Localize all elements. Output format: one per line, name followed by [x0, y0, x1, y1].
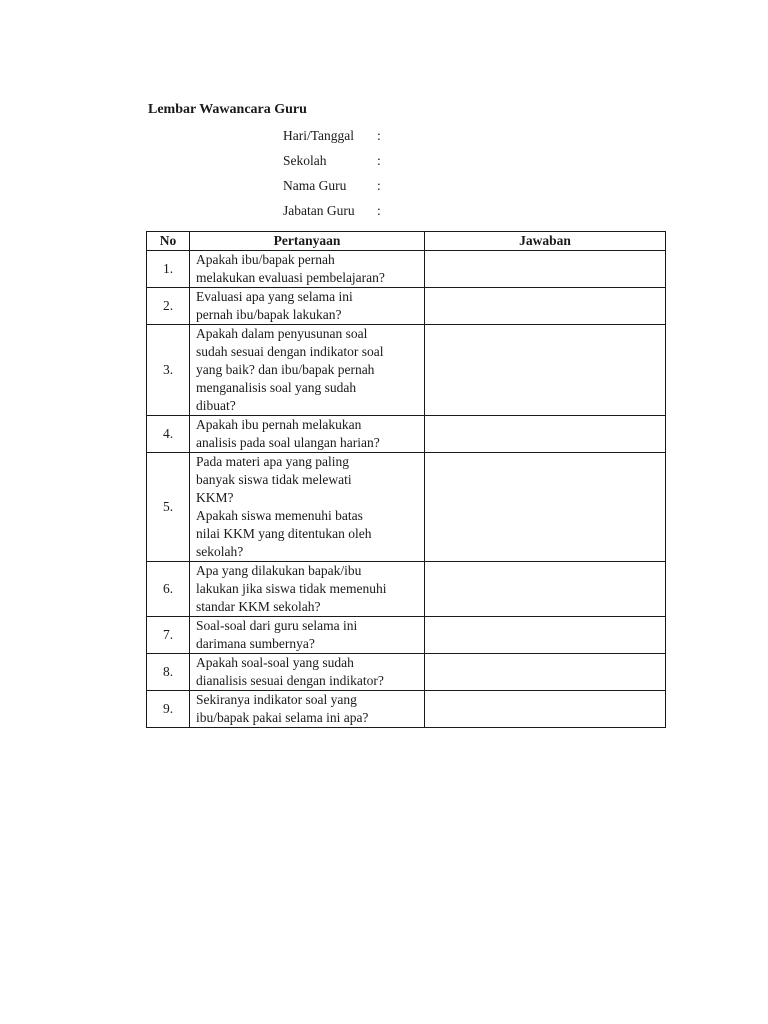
- question-line: Sekiranya indikator soal yang: [196, 692, 357, 707]
- field-colon: :: [377, 128, 381, 143]
- field-colon: :: [377, 203, 381, 218]
- question-line: Apakah ibu pernah melakukan: [196, 417, 362, 432]
- field-label: Hari/Tanggal: [283, 128, 355, 143]
- row-number: 3.: [147, 325, 190, 416]
- table-row: [147, 416, 666, 453]
- field-hari-tanggal: [283, 128, 387, 153]
- field-sekolah: [283, 153, 387, 178]
- header-question: Pertanyaan: [190, 232, 425, 251]
- answer-cell[interactable]: [425, 562, 666, 617]
- field-colon: :: [377, 178, 381, 193]
- question-line: melakukan evaluasi pembelajaran?: [196, 270, 385, 285]
- answer-cell[interactable]: [425, 453, 666, 562]
- question-line: lakukan jika siswa tidak memenuhi: [196, 581, 387, 596]
- field-label: Nama Guru: [283, 178, 347, 193]
- question-line: yang baik? dan ibu/bapak pernah: [196, 362, 375, 377]
- table-row: [147, 288, 666, 325]
- row-number: 7.: [147, 617, 190, 654]
- row-number: 5.: [147, 453, 190, 562]
- question-line: ibu/bapak pakai selama ini apa?: [196, 710, 369, 725]
- table-row: [147, 251, 666, 288]
- question-cell: [190, 251, 425, 288]
- question-line: dibuat?: [196, 398, 236, 413]
- table-header-row: [147, 232, 666, 251]
- answer-cell[interactable]: [425, 325, 666, 416]
- field-colon: :: [377, 153, 381, 168]
- field-label: Jabatan Guru: [283, 203, 355, 218]
- question-cell: [190, 288, 425, 325]
- question-line: Apakah dalam penyusunan soal: [196, 326, 368, 341]
- question-cell: [190, 453, 425, 562]
- question-cell: [190, 325, 425, 416]
- row-number: 4.: [147, 416, 190, 453]
- question-line: darimana sumbernya?: [196, 636, 315, 651]
- row-number: 2.: [147, 288, 190, 325]
- field-nama-guru: [283, 178, 387, 203]
- document-title: Lembar Wawancara Guru: [148, 102, 307, 117]
- question-cell: [190, 691, 425, 728]
- question-cell: [190, 416, 425, 453]
- table-row: [147, 617, 666, 654]
- table-row: [147, 691, 666, 728]
- question-table: [146, 231, 666, 728]
- question-cell: [190, 617, 425, 654]
- row-number: 8.: [147, 654, 190, 691]
- question-line: sudah sesuai dengan indikator soal: [196, 344, 384, 359]
- question-line: banyak siswa tidak melewati: [196, 472, 352, 487]
- table-row: [147, 325, 666, 416]
- question-cell: [190, 654, 425, 691]
- question-line: Evaluasi apa yang selama ini: [196, 289, 353, 304]
- question-cell: [190, 562, 425, 617]
- table-row: [147, 562, 666, 617]
- question-line: analisis pada soal ulangan harian?: [196, 435, 380, 450]
- question-line: sekolah?: [196, 544, 244, 559]
- answer-cell[interactable]: [425, 654, 666, 691]
- header-no: No: [147, 232, 190, 251]
- question-line: Soal-soal dari guru selama ini: [196, 618, 358, 633]
- answer-cell[interactable]: [425, 288, 666, 325]
- question-line: dianalisis sesuai dengan indikator?: [196, 673, 384, 688]
- question-line: menganalisis soal yang sudah: [196, 380, 357, 395]
- question-line: standar KKM sekolah?: [196, 599, 321, 614]
- question-line: Apa yang dilakukan bapak/ibu: [196, 563, 362, 578]
- row-number: 9.: [147, 691, 190, 728]
- answer-cell[interactable]: [425, 617, 666, 654]
- question-line: Pada materi apa yang paling: [196, 454, 349, 469]
- answer-cell[interactable]: [425, 251, 666, 288]
- question-line: Apakah siswa memenuhi batas: [196, 508, 363, 523]
- row-number: 1.: [147, 251, 190, 288]
- table-row: [147, 654, 666, 691]
- question-line: Apakah soal-soal yang sudah: [196, 655, 354, 670]
- question-line: pernah ibu/bapak lakukan?: [196, 307, 342, 322]
- header-answer: Jawaban: [425, 232, 666, 251]
- field-jabatan-guru: [283, 203, 387, 228]
- table-row: [147, 453, 666, 562]
- answer-cell[interactable]: [425, 691, 666, 728]
- question-line: Apakah ibu/bapak pernah: [196, 252, 335, 267]
- row-number: 6.: [147, 562, 190, 617]
- question-line: nilai KKM yang ditentukan oleh: [196, 526, 372, 541]
- answer-cell[interactable]: [425, 416, 666, 453]
- field-label: Sekolah: [283, 153, 327, 168]
- question-line: KKM?: [196, 490, 234, 505]
- interview-info-fields: [283, 128, 387, 228]
